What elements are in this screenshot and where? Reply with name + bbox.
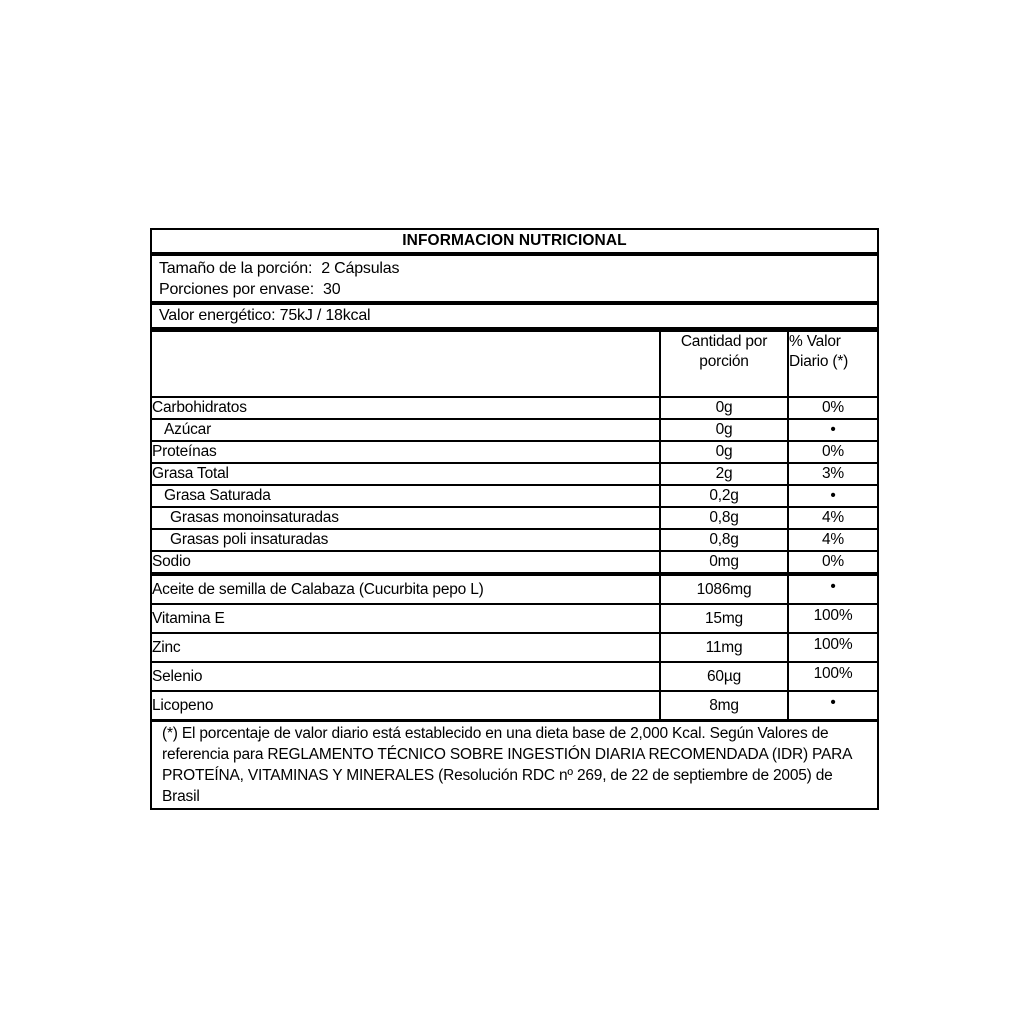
nutrient-name: Grasa Saturada (152, 485, 660, 507)
nutrients-table (152, 332, 877, 719)
nutrient-name: Grasa Total (152, 463, 660, 485)
nutrient-amount: 0g (660, 397, 788, 419)
table-row (152, 662, 877, 691)
nutrient-name: Grasas poli insaturadas (152, 529, 660, 551)
servings-per-container-value: 30 (323, 281, 341, 298)
nutrient-name: Carbohidratos (152, 397, 660, 419)
nutrient-dv-bullet: • (788, 574, 877, 604)
nutrient-dv-bullet: • (788, 691, 877, 719)
table-row (152, 633, 877, 662)
nutrient-name: Proteínas (152, 441, 660, 463)
nutrient-dv: 0% (788, 397, 877, 419)
nutrient-amount: 0g (660, 441, 788, 463)
nutrient-dv: 100% (788, 633, 877, 662)
table-row (152, 551, 877, 574)
nutrient-amount: 0,8g (660, 529, 788, 551)
nutrient-amount: 0g (660, 419, 788, 441)
nutrient-amount: 11mg (660, 633, 788, 662)
table-row (152, 485, 877, 507)
nutrient-name: Licopeno (152, 691, 660, 719)
nutrient-dv: 4% (788, 507, 877, 529)
nutrient-dv: 0% (788, 441, 877, 463)
column-header-amount: Cantidad por porción (660, 332, 788, 397)
table-row (152, 397, 877, 419)
nutrient-dv-bullet: • (788, 419, 877, 441)
nutrient-amount: 2g (660, 463, 788, 485)
nutrient-dv: 3% (788, 463, 877, 485)
nutrient-name: Vitamina E (152, 604, 660, 633)
servings-per-container-label: Porciones por envase: (159, 281, 315, 298)
nutrient-name: Azúcar (152, 419, 660, 441)
table-row (152, 604, 877, 633)
servings-per-container-line (159, 279, 871, 300)
nutrient-amount: 8mg (660, 691, 788, 719)
table-header-row (152, 332, 877, 397)
nutrient-name: Selenio (152, 662, 660, 691)
nutrient-name: Zinc (152, 633, 660, 662)
nutrient-name: Aceite de semilla de Calabaza (Cucurbita pepo L) (152, 574, 660, 604)
column-header-dv: % Valor Diario (*) (788, 332, 877, 397)
nutrient-amount: 15mg (660, 604, 788, 633)
serving-block (152, 256, 877, 305)
nutrient-amount: 60µg (660, 662, 788, 691)
column-header-nutrient (152, 332, 660, 397)
nutrient-dv: 100% (788, 662, 877, 691)
label-title: INFORMACION NUTRICIONAL (152, 230, 877, 256)
nutrient-dv: 4% (788, 529, 877, 551)
nutrient-name: Sodio (152, 551, 660, 574)
serving-size-value: 2 Cápsulas (321, 260, 400, 277)
nutrient-dv-bullet: • (788, 485, 877, 507)
serving-size-label: Tamaño de la porción: (159, 260, 313, 277)
nutrient-amount: 1086mg (660, 574, 788, 604)
table-row (152, 463, 877, 485)
serving-size-line (159, 258, 871, 279)
nutrient-amount: 0mg (660, 551, 788, 574)
table-row (152, 419, 877, 441)
nutrition-label (150, 228, 879, 810)
nutrient-dv: 0% (788, 551, 877, 574)
table-row (152, 691, 877, 719)
nutrient-dv: 100% (788, 604, 877, 633)
nutrient-amount: 0,2g (660, 485, 788, 507)
table-row (152, 574, 877, 604)
nutrient-amount: 0,8g (660, 507, 788, 529)
footnote: (*) El porcentaje de valor diario está establecido en una dieta base de 2,000 Kcal. Según Valores de referencia para REGLAMENTO TÉCNICO SOBRE INGESTIÓN DIARIA RECOMENDADA (IDR) PARA PROTEÍNA, VITAMINAS Y MINERALES (Resolución RDC nº 269, de 22 de septiembre de 2005) de Brasil (152, 719, 877, 808)
nutrient-name: Grasas monoinsaturadas (152, 507, 660, 529)
table-row (152, 529, 877, 551)
table-row (152, 507, 877, 529)
table-row (152, 441, 877, 463)
energy-row: Valor energético: 75kJ / 18kcal (152, 305, 877, 332)
